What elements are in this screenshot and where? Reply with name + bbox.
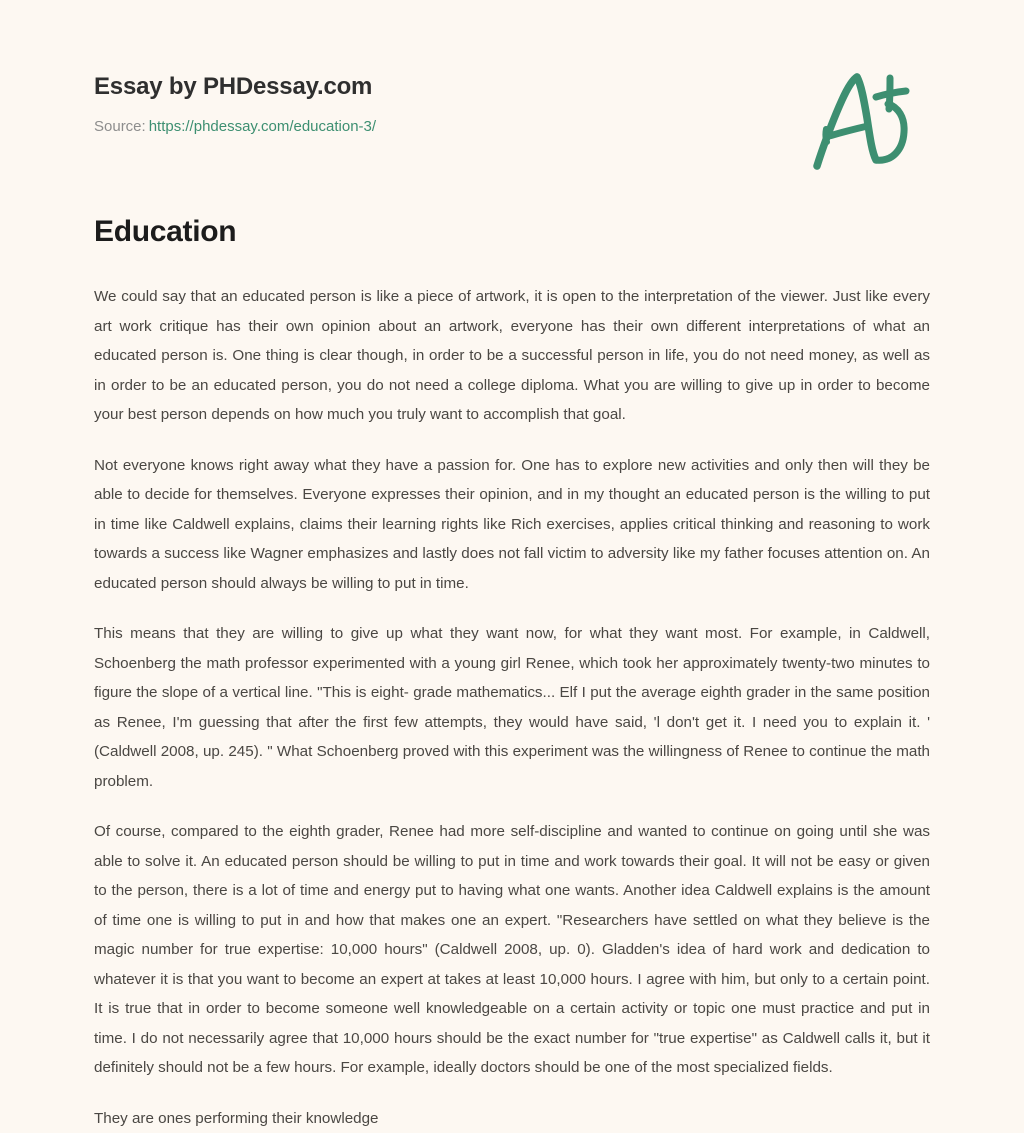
paragraph: This means that they are willing to give up what they want now, for what they want most. For example, in Caldwell, Schoenberg the math professor experimented with a young girl Renee, which took her approximately twenty-two minutes to figure the slope of a vertical line. "This is eight- grade mathematics... Elf I put the average eighth grader in the same position as Renee, I'm guessing that after the first few attempts, they would have said, 'l don't get it. I need you to explain it. ' (Caldwell 2008, up. 245). " What Schoenberg proved with this experiment was the willingness of Renee to continue the math problem. bbox=[94, 619, 930, 796]
paragraph: They are ones performing their knowledge bbox=[94, 1104, 930, 1133]
source-line bbox=[94, 118, 376, 135]
source-url-link[interactable]: https://phdessay.com/education-3/ bbox=[149, 118, 376, 135]
phdessay-a-plus-logo-icon bbox=[806, 66, 926, 176]
source-label: Source: bbox=[94, 118, 146, 135]
brand-block bbox=[94, 74, 376, 135]
brand-title: Essay by PHDessay.com bbox=[94, 74, 376, 100]
paragraph: Of course, compared to the eighth grader, Renee had more self-discipline and wanted to continue on going until she was able to solve it. An educated person should be willing to put in time and work towards their goal. It will not be easy or given to the person, there is a lot of time and energy put to having what one wants. Another idea Caldwell explains is the amount of time one is willing to put in and how that makes one an expert. "Researchers have settled on what they believe is the magic number for true expertise: 10,000 hours" (Caldwell 2008, up. 0). Gladden's idea of hard work and dedication to whatever it is that you want to become an expert at takes at least 10,000 hours. I agree with him, but only to a certain point. It is true that in order to become someone well knowledgeable on a certain activity or topic one must practice and put in time. I do not necessarily agree that 10,000 hours should be the exact number for "true expertise" as Caldwell calls it, but it definitely should not be a few hours. For example, ideally doctors should be one of the most specialized fields. bbox=[94, 817, 930, 1083]
document-header bbox=[0, 0, 1024, 190]
page-title: Education bbox=[94, 214, 930, 250]
article-body bbox=[94, 214, 930, 1133]
paragraph: We could say that an educated person is like a piece of artwork, it is open to the interpretation of the viewer. Just like every art work critique has their own opinion about an artwork, everyone has their own different interpretations of what an educated person is. One thing is clear though, in order to be a successful person in life, you do not need money, as well as in order to be an educated person, you do not need a college diploma. What you are willing to give up in order to become your best person depends on how much you truly want to accomplish that goal. bbox=[94, 282, 930, 430]
paragraph: Not everyone knows right away what they have a passion for. One has to explore new activities and only then will they be able to decide for themselves. Everyone expresses their opinion, and in my thought an educated person is the willing to put in time like Caldwell explains, claims their learning rights like Rich exercises, applies critical thinking and reasoning to work towards a success like Wagner emphasizes and lastly does not fall victim to adversity like my father focuses attention on. An educated person should always be willing to put in time. bbox=[94, 451, 930, 599]
